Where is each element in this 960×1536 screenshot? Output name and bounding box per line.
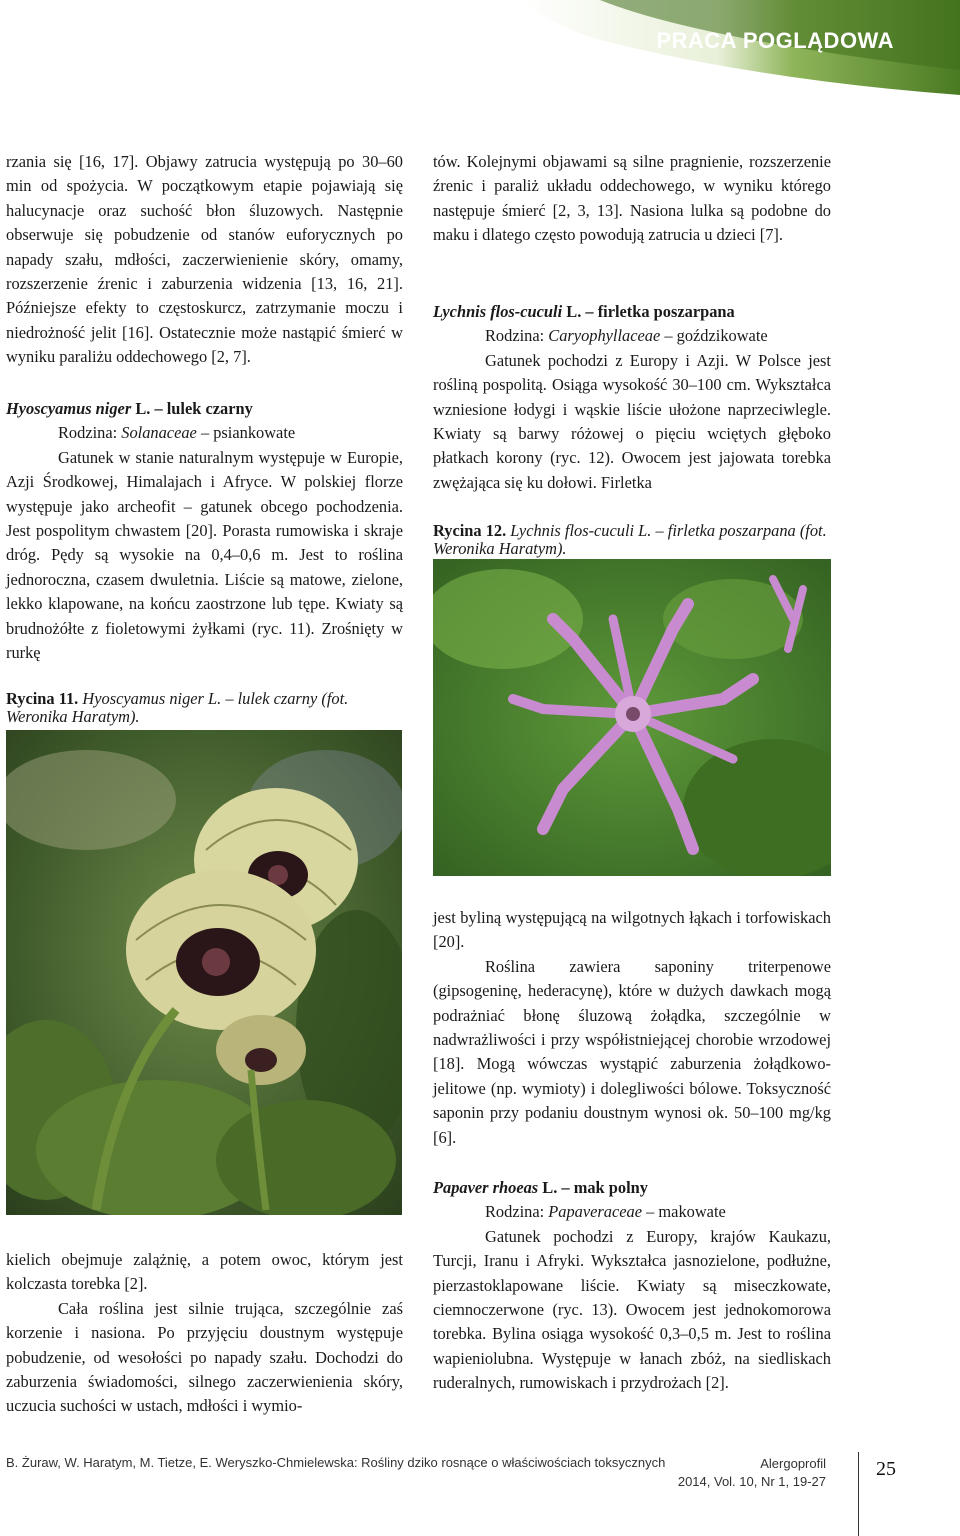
family-line [433,1200,831,1224]
family-latin: Papaveraceae [548,1202,643,1222]
species-author: L. [135,399,151,418]
paragraph: kielich obejmuje zalążnię, a potem owoc, którym jest kolczasta torebka [2]. [6,1250,403,1294]
figure-text: Hyoscyamus niger L. – lulek czarny (fot. Weronika Haratym). [6,689,349,726]
paragraph: tów. Kolejnymi objawami są silne pragnienie, rozszerzenie źrenic i paraliż układu oddechowego, w wyniku którego następuje śmierć [2, 3, 13]. Nasiona lulka są podobne do maku i dlatego często powodują zatrucia u dzieci [7]. [433,152,831,245]
family-label: Rodzina: [485,1202,549,1222]
journal-volume: 2014, Vol. 10, Nr 1, 19-27 [677,1474,826,1489]
right-column-top [433,150,831,248]
species-latin: Papaver rhoeas [433,1178,539,1197]
figure-text: Lychnis flos-cuculi L. – firletka poszarpana (fot. Weronika Haratym). [433,521,827,558]
family-latin: Solanaceae [121,423,197,443]
figure-12-caption [433,522,831,558]
footer-journal-block [678,1455,826,1491]
page-number: 25 [876,1458,896,1480]
left-column-top [6,150,403,370]
family-polish: – makowate [642,1202,726,1222]
species-description: Gatunek pochodzi z Europy, krajów Kaukazu, Turcji, Iranu i Afryki. Wykształca jasnozielone, podłużne, pierzastoklapowane liście. Kwiaty są miseczkowate, ciemnoczerwone (ryc. 13). Owocem jest jednokomorowa torebka. Bylina osiąga wysokość 0,3–0,5 m. Jest to roślina wapieniolubna. Występuje w łanach zbóż, na siedliskach ruderalnych, rumowiskach i przydrożach [2]. [433,1226,831,1393]
papaver-section [433,1176,831,1396]
species-latin: Hyoscyamus niger [6,399,132,418]
family-polish: – psiankowate [196,423,296,443]
header-leaf-graphic [0,0,960,120]
paragraph: jest byliną występującą na wilgotnych łąkach i torfowiskach [20]. [433,908,831,952]
henbane-flower-lower [126,870,316,1030]
ragged-robin-photo [433,559,831,876]
figure-11-caption [6,690,403,726]
left-column-bottom [6,1248,403,1419]
family-line [6,421,403,445]
family-label: Rodzina: [58,423,122,443]
family-latin: Caryophyllaceae [548,326,661,346]
paragraph: rzania się [16, 17]. Objawy zatrucia występują po 30–60 min od spożycia. W początkowym etapie pojawiają się halucynacje oraz suchość błon śluzowych. Następnie obserwuje się pobudzenie od stanów euforycznych po napady szału, mdłości, zaczerwienienie skóry, omamy, rozszerzenie źrenic i zaburzenia widzenia [13, 16, 21]. Późniejsze efekty to częstoskurcz, zatrzymanie moczu i niedrożność jelit [16]. Ostatecznie może nastąpić śmierć w wyniku paraliżu oddechowego [2, 7]. [6,152,403,367]
family-polish: – goździkowate [660,326,768,346]
section-title: PRACA POGLĄDOWA [656,28,894,53]
figure-label: Rycina 12. [433,521,507,540]
species-author: L. [542,1178,558,1197]
figure-label: Rycina 11. [6,689,79,708]
paragraph: Roślina zawiera saponiny triterpenowe (gipsogeninę, hederacynę), które w dużych dawkach mogą podrażniać błonę śluzową żołądka, szczególnie w nadwrażliwości i przy współistniejącej chorobie wrzodowej [18]. Mogą wówczas wystąpić zaburzenia żołądkowo-jelitowe (np. wymioty) i dolegliwości bólowe. Toksyczność saponin przy podaniu doustnym wynosi ok. 50–100 mg/kg [6]. [433,956,831,1147]
species-description: Gatunek pochodzi z Europy i Azji. W Polsce jest rośliną pospolitą. Osiąga wysokość 30–100 cm. Wykształca wzniesione łodygi i wąskie liście ułożone naprzeciwlegle. Kwiaty są barwy różowej o pięciu wciętych głęboko płatkach korony (ryc. 12). Owocem jest jajowata torebka zwężająca się ku dołowi. Firletka [433,350,831,492]
header-band [0,0,960,120]
footer-divider [858,1452,859,1536]
species-heading [433,1176,831,1200]
species-common-name: – firletka poszarpana [581,302,735,321]
right-column-mid [433,906,831,1150]
footer-authors: B. Żuraw, W. Haratym, M. Tietze, E. Weryszko-Chmielewska: Rośliny dziko rosnące o właściwościach toksycznych [6,1455,666,1470]
species-latin: Lychnis flos-cuculi [433,302,563,321]
henbane-photo [6,730,402,1215]
species-description: Gatunek w stanie naturalnym występuje w Europie, Azji Środkowej, Himalajach i Afryce. W polskiej florze występuje jako archeofit – gatunek obcego pochodzenia. Jest pospolitym chwastem [20]. Porasta rumowiska i skraje dróg. Pędy są wysokie na 0,4–0,6 m. Jest to roślina jednoroczna, czasem dwuletnia. Liście są matowe, zielone, lekko klapowane, na końcu zaostrzone lub tępe. Kwiaty są brudnożółte z fioletowymi żyłkami (ryc. 11). Zrośnięty w rurkę [6,447,403,663]
hyoscyamus-section [6,397,403,665]
species-author: L. [566,302,582,321]
species-common-name: – lulek czarny [150,399,253,418]
journal-name: Alergoprofil [760,1456,826,1471]
paragraph: Cała roślina jest silnie trująca, szczególnie zaś korzenie i nasiona. Po przyjęciu doustnym występuje pobudzenie, od wesołości po napady szału. Dochodzi do zaburzenia świadomości, silnego zaczerwienienia skóry, uczucia suchości w ustach, mdłości i wymio- [6,1298,403,1416]
species-heading [6,397,403,421]
family-label: Rodzina: [485,326,549,346]
family-line [433,324,831,348]
species-heading [433,300,831,324]
lychnis-section [433,300,831,495]
species-common-name: – mak polny [557,1178,648,1197]
